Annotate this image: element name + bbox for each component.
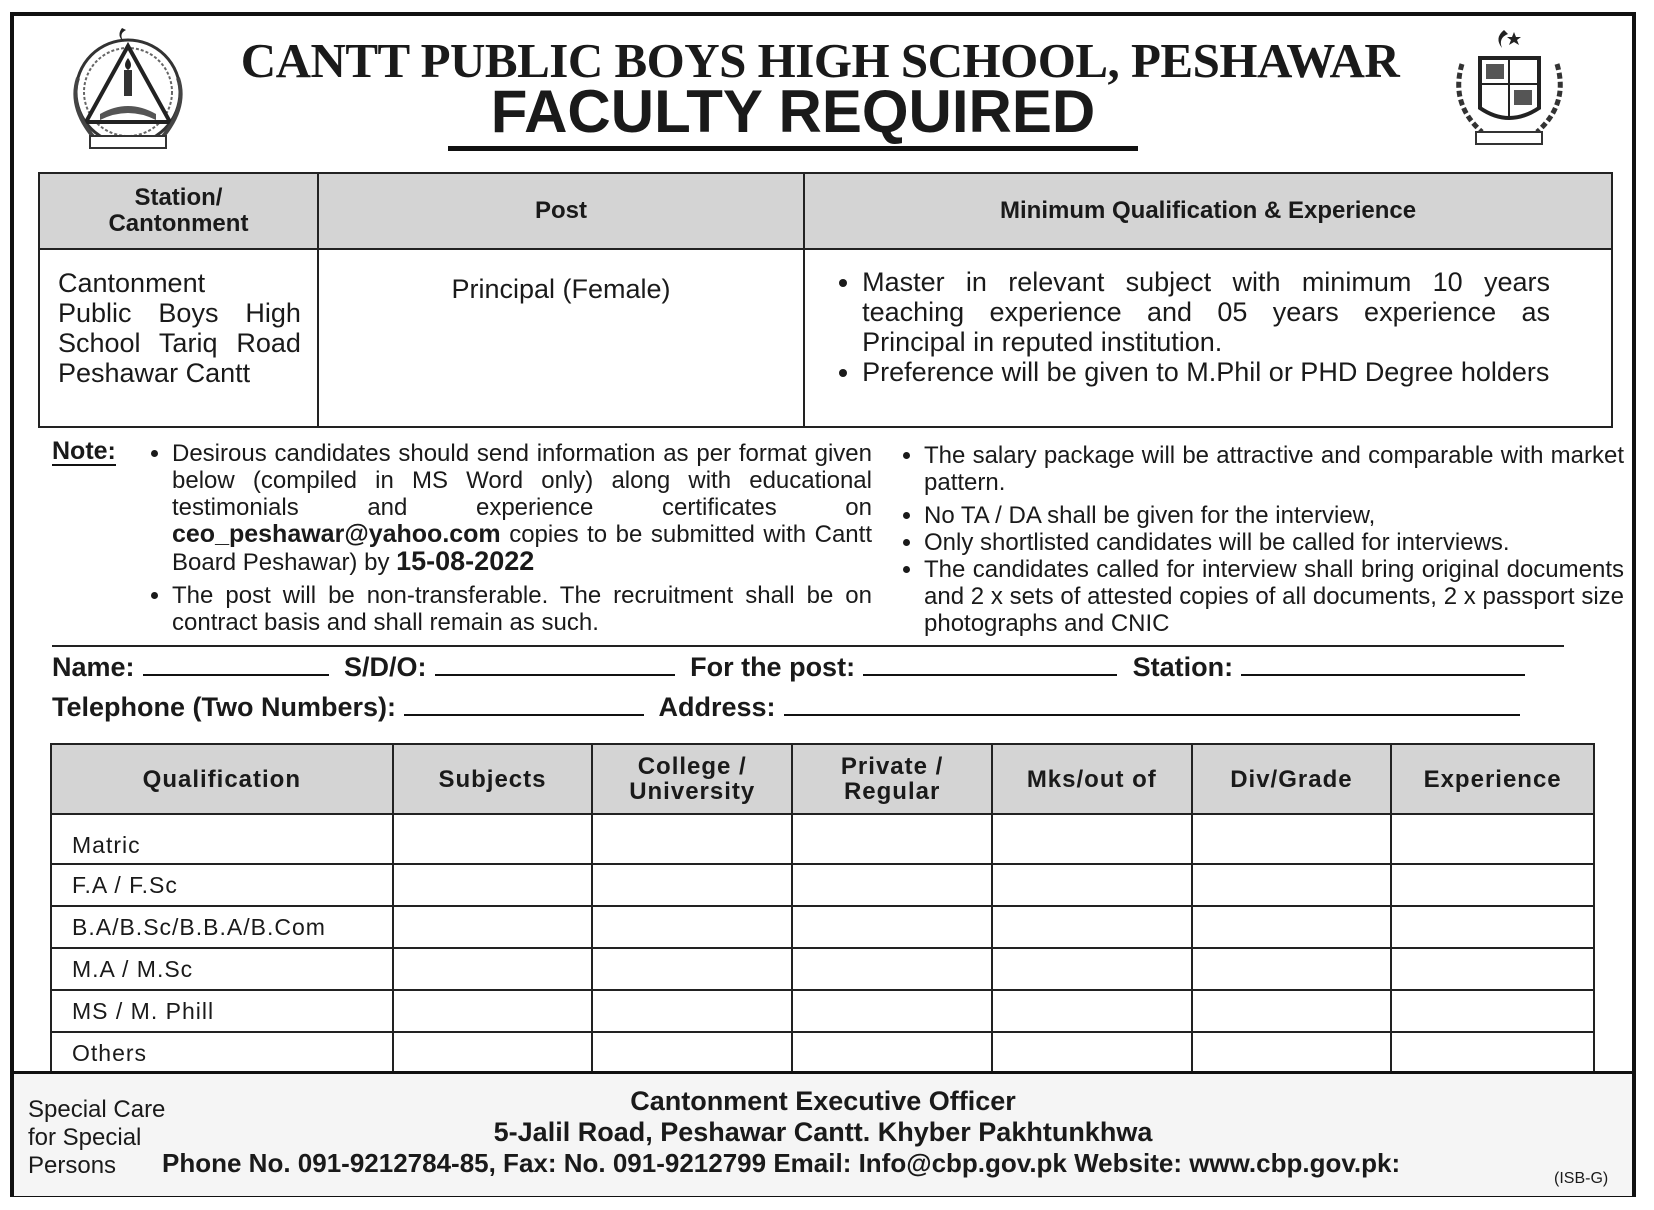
qualification-item: • Master in relevant subject with minimum 10 years teaching experience and 05 years experience as Principal in reputed institution.: [862, 267, 1550, 357]
deadline-date: 15-08-2022: [396, 546, 535, 576]
table-row: [51, 990, 1594, 1032]
note-label: Note:: [52, 437, 116, 465]
cell[interactable]: [992, 906, 1192, 948]
cell[interactable]: [992, 864, 1192, 906]
cell[interactable]: [1192, 814, 1392, 864]
station-line: Cantonment: [58, 268, 206, 298]
care-line: Special Care: [28, 1096, 166, 1123]
cell[interactable]: [992, 1032, 1192, 1074]
note-item: • Only shortlisted candidates will be called for interviews.: [924, 529, 1624, 556]
cell[interactable]: [393, 990, 593, 1032]
cell[interactable]: [1391, 906, 1594, 948]
row-label: MS / M. Phill: [51, 990, 393, 1032]
table-row: [51, 864, 1594, 906]
station-line: School Tariq Road: [58, 328, 301, 358]
divider: [52, 645, 1564, 647]
address-label: Address:: [658, 692, 776, 722]
cell[interactable]: [792, 814, 992, 864]
email-link[interactable]: ceo_peshawar@yahoo.com: [172, 520, 501, 548]
footer: [14, 1071, 1632, 1196]
table-row: [51, 948, 1594, 990]
cell[interactable]: [992, 814, 1192, 864]
telephone-field[interactable]: [404, 714, 644, 716]
note-text: Desirous candidates should send information as per format given below (compiled in MS Word only) along with educational testimonials and experience certificates on: [172, 440, 872, 521]
row-label: M.A / M.Sc: [51, 948, 393, 990]
station-label: Station:: [1132, 652, 1234, 682]
office-address: 5-Jalil Road, Peshawar Cantt. Khyber Pakhtunkhwa: [493, 1117, 1153, 1147]
note-item: • The salary package will be attractive and comparable with market pattern.: [924, 442, 1624, 496]
ad-code: (ISB-G): [1554, 1170, 1609, 1187]
cell[interactable]: [1192, 990, 1392, 1032]
header-station: Station/ Cantonment: [39, 173, 318, 249]
cell[interactable]: [592, 906, 792, 948]
notes-right: [898, 442, 1624, 643]
care-line: for Special: [28, 1124, 142, 1151]
header-qualification: Minimum Qualification & Experience: [804, 173, 1612, 249]
qualification-table: [50, 743, 1595, 1075]
telephone-label: Telephone (Two Numbers):: [52, 692, 396, 722]
cell[interactable]: [592, 990, 792, 1032]
col-qualification: Qualification: [51, 744, 393, 814]
cell[interactable]: [1192, 1032, 1392, 1074]
cell[interactable]: [992, 990, 1192, 1032]
form-row-2: [52, 692, 1528, 723]
station-line: Peshawar Cantt: [58, 358, 251, 388]
cell[interactable]: [393, 1032, 593, 1074]
cell[interactable]: [1391, 990, 1594, 1032]
header-post: Post: [318, 173, 804, 249]
contact-line[interactable]: Phone No. 091-9212784-85, Fax: No. 091-9212799 Email: Info@cbp.gov.pk Website: www.cbp.gov.pk:: [162, 1148, 1401, 1178]
station-field[interactable]: [1241, 674, 1525, 676]
table-row: [51, 906, 1594, 948]
station-cell: [39, 249, 318, 427]
sdo-field[interactable]: [435, 674, 675, 676]
note-item: • No TA / DA shall be given for the interview,: [924, 502, 1624, 529]
cell[interactable]: [1192, 864, 1392, 906]
note-item: • The post will be non-transferable. The recruitment shall be on contract basis and shall remain as such.: [172, 582, 872, 636]
cell[interactable]: [992, 948, 1192, 990]
cell[interactable]: [1192, 948, 1392, 990]
note-item: • The candidates called for interview shall bring original documents and 2 x sets of attested copies of all documents, 2 x passport size photographs and CNIC: [924, 556, 1624, 637]
cell[interactable]: [1391, 948, 1594, 990]
notes-left: [146, 440, 872, 642]
cell[interactable]: [592, 1032, 792, 1074]
cell[interactable]: [393, 906, 593, 948]
col-college: College / University: [592, 744, 792, 814]
cell[interactable]: [592, 864, 792, 906]
row-label: F.A / F.Sc: [51, 864, 393, 906]
station-line: Public Boys High: [58, 298, 301, 328]
row-label: B.A/B.Sc/B.B.A/B.Com: [51, 906, 393, 948]
qualification-item: • Preference will be given to M.Phil or PHD Degree holders: [862, 357, 1550, 387]
row-label: Matric: [51, 814, 393, 864]
col-division: Div/Grade: [1192, 744, 1392, 814]
col-marks: Mks/out of: [992, 744, 1192, 814]
school-name: CANTT PUBLIC BOYS HIGH SCHOOL, PESHAWAR: [240, 33, 1400, 88]
officer-title: Cantonment Executive Officer: [630, 1086, 1016, 1116]
sdo-label: S/D/O:: [344, 652, 427, 682]
post-label: For the post:: [690, 652, 856, 682]
cell[interactable]: [1192, 906, 1392, 948]
note-item: [172, 440, 872, 576]
cell[interactable]: [792, 1032, 992, 1074]
cell[interactable]: [592, 948, 792, 990]
school-crest-icon: [58, 18, 198, 158]
cell[interactable]: [1391, 1032, 1594, 1074]
position-table: [38, 172, 1613, 428]
cell[interactable]: [592, 814, 792, 864]
note-text: copies to be submitted with Cantt Board Peshawar) by: [172, 521, 872, 576]
col-experience: Experience: [1391, 744, 1594, 814]
form-row-1: [52, 652, 1533, 683]
ad-title: FACULTY REQUIRED: [448, 80, 1138, 151]
cell[interactable]: [393, 814, 593, 864]
cell[interactable]: [792, 948, 992, 990]
cell[interactable]: [1391, 864, 1594, 906]
cell[interactable]: [393, 864, 593, 906]
post-field[interactable]: [863, 674, 1117, 676]
qualification-cell: [804, 249, 1612, 427]
cell[interactable]: [393, 948, 593, 990]
table-row: [51, 814, 1594, 864]
care-line: Persons: [28, 1152, 117, 1179]
col-private-regular: Private / Regular: [792, 744, 992, 814]
pakistan-emblem-icon: [1442, 24, 1577, 152]
address-field[interactable]: [784, 714, 1520, 716]
name-field[interactable]: [143, 674, 329, 676]
row-label: Others: [51, 1032, 393, 1074]
footer-officer-block: [14, 1086, 1632, 1148]
col-subjects: Subjects: [393, 744, 593, 814]
cell[interactable]: [792, 990, 992, 1032]
table-row: [51, 1032, 1594, 1074]
cell[interactable]: [792, 864, 992, 906]
post-cell: Principal (Female): [318, 249, 804, 427]
cell[interactable]: [792, 906, 992, 948]
cell[interactable]: [1391, 814, 1594, 864]
name-label: Name:: [52, 652, 135, 682]
